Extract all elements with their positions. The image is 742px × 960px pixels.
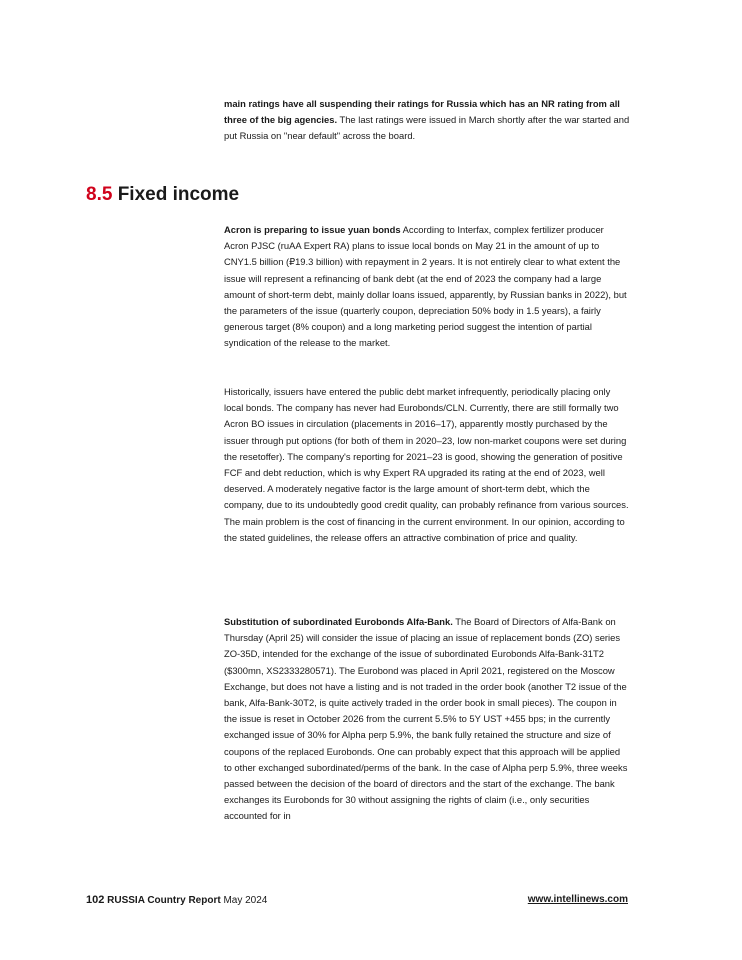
acron-paragraph xyxy=(224,222,630,352)
acron-lead: Acron is preparing to issue yuan bonds xyxy=(224,224,401,235)
intro-bold-text: main ratings have all suspending their ratings for Russia which has an NR rating from all three of the big agencies. xyxy=(224,98,620,126)
section-title: Fixed income xyxy=(117,184,240,205)
history-text: Historically, issuers have entered the public debt market infrequently, periodically placing only local bonds. The company has never had Eurobonds/CLN. Currently, there are still formally two Acron BO issues in circulation (placements in 2016–17), apparently mostly purchased by the issuer through put options (for both of them in 2020–23, low non-market coupons were set during the resetoffer). The company's reporting for 2021–23 is good, showing the generation of positive FCF and debt reduction, which is why Expert RA upgraded its rating at the end of 2023, well deserved. A moderately negative factor is the large amount of short-term debt, which the company, due to its undoubtedly good credit quality, can probably refinance from various sources. The main problem is the cost of financing in the current environment. In our opinion, according to the stated guidelines, the release offers an attractive combination of price and quality. xyxy=(224,386,629,543)
report-date: May 2024 xyxy=(223,895,268,906)
section-number: 8.5 xyxy=(86,184,113,205)
page-number: 102 xyxy=(86,894,105,906)
acron-text: According to Interfax, complex fertilizer producer Acron PJSC (ruAA Expert RA) plans to issue local bonds on May 21 in the amount of up to CNY1.5 billion (₽19.3 billion) with repayment in 2 years. It is not entirely clear to what extent the issue will represent a refinancing of bank debt (at the end of 2023 the company had a large amount of short-term debt, mainly dollar loans issued, apparently, by Russian banks in 2022), but the parameters of the issue (quarterly coupon, depreciation 50% body in 1.5 years), a fairly generous target (8% coupon) and a long marketing period suggest the intention of partial syndication of the release to the market. xyxy=(224,224,627,349)
alfa-bank-paragraph xyxy=(224,614,630,825)
page-footer xyxy=(86,893,628,908)
intro-text: The last ratings were issued in March shortly after the war started and put Russia on "near default" across the board. xyxy=(224,114,630,142)
section-heading xyxy=(86,182,239,208)
report-name: RUSSIA Country Report xyxy=(107,895,221,906)
website-link[interactable]: www.intellinews.com xyxy=(527,894,628,905)
alfa-bank-lead: Substitution of subordinated Eurobonds Alfa-Bank. xyxy=(224,616,453,627)
intro-paragraph xyxy=(224,96,630,145)
history-paragraph xyxy=(224,384,630,546)
alfa-bank-text: The Board of Directors of Alfa-Bank on Thursday (April 25) will consider the issue of placing an issue of replacement bonds (ZO) series ZO-35D, intended for the exchange of the issue of subordinated Eurobonds Alfa-Bank-31T2 ($300mn, XS2333280571). The Eurobond was placed in April 2021, registered on the Moscow Exchange, but does not have a listing and is not traded in the order book (another T2 issue of the bank, Alfa-Bank-30T2, is quite actively traded in the order book in small pieces). The coupon in the issue is reset in October 2026 from the current 5.5% to 5Y UST +455 bps; in the currently exchanged issue of 30% for Alpha perp 5.9%, the bank fully retained the structure and size of coupons of the replaced Eurobonds. One can probably expect that this approach will be applied to other exchanged subordinated/perms of the bank. In the case of Alpha perp 5.9%, three weeks passed between the decision of the board of directors and the start of the exchange. The bank exchanges its Eurobonds for 30 without assigning the rights of claim (i.e., only securities accounted for in xyxy=(224,616,628,822)
